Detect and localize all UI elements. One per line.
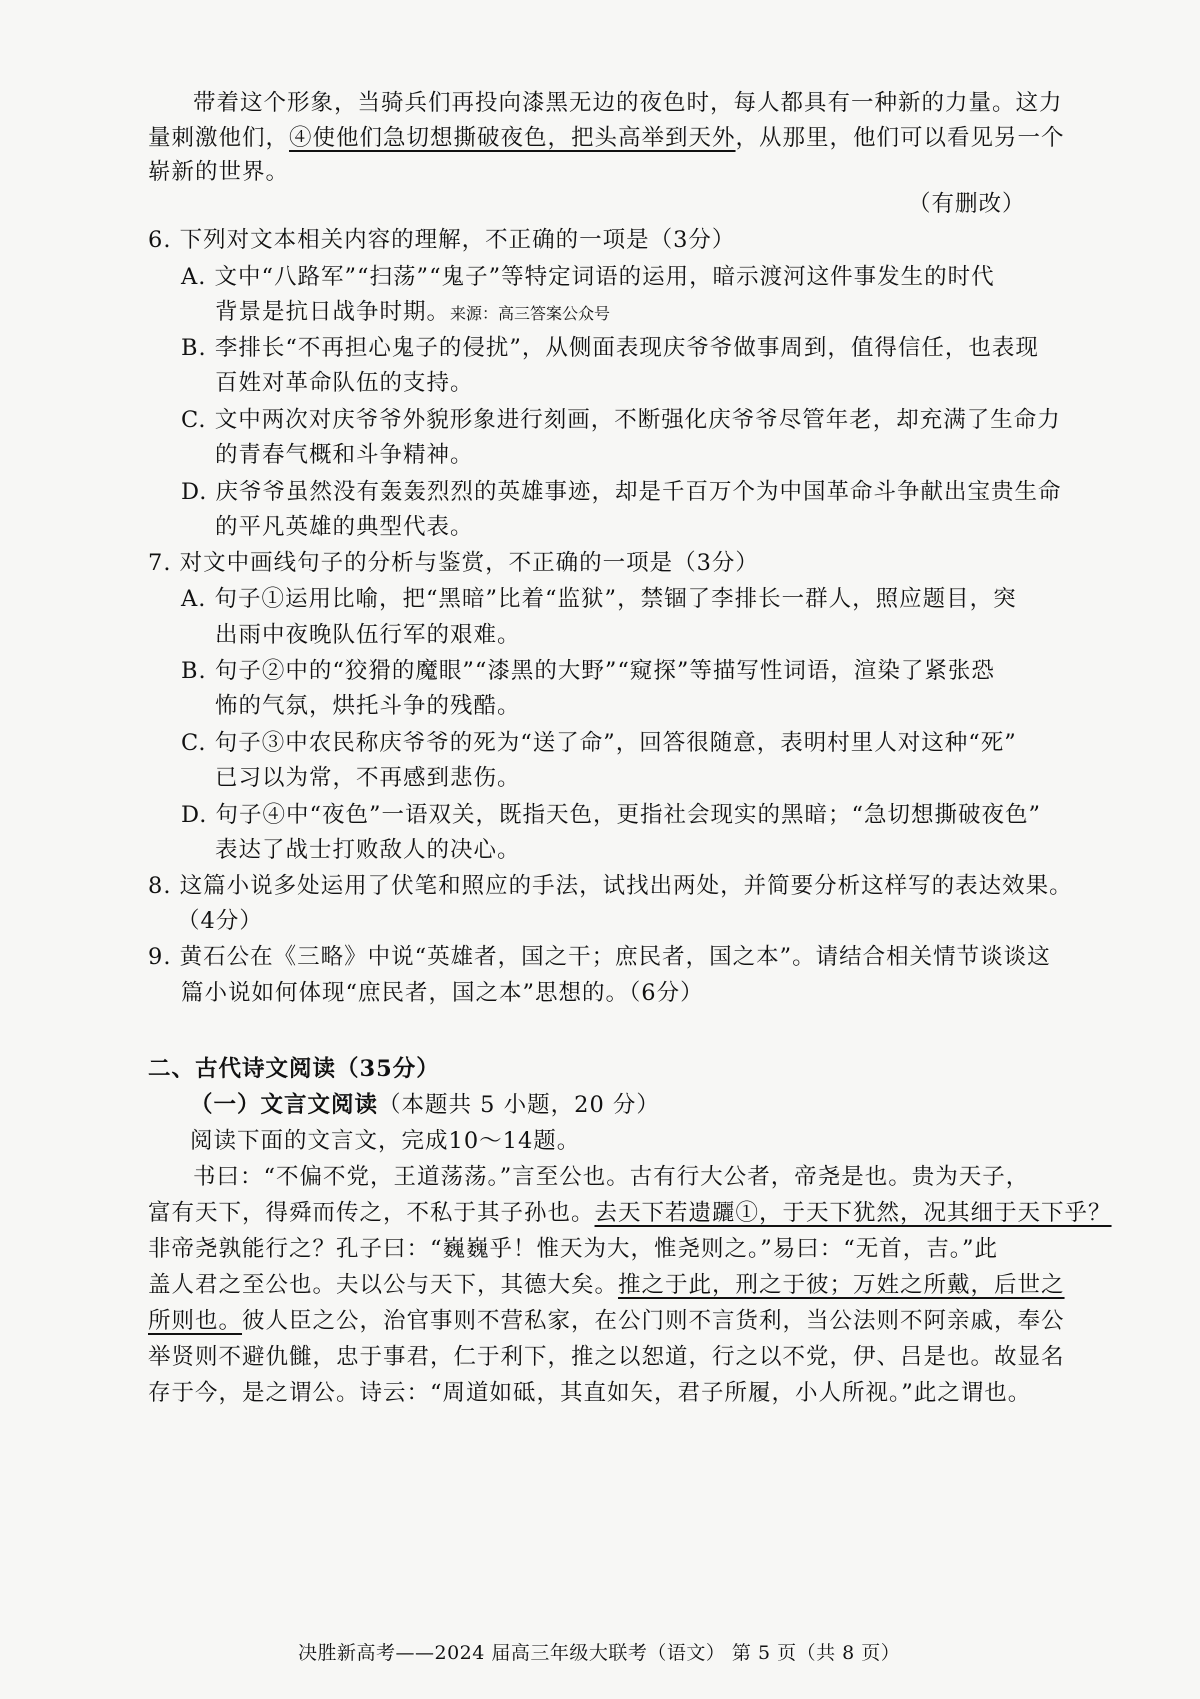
section-2-title: 二、古代诗文阅读（35分）: [148, 1056, 440, 1082]
q6-stem: 6. 下列对文本相关内容的理解，不正确的一项是（3分）: [148, 227, 736, 253]
q6-option-b-line-2: 百姓对革命队伍的支持。: [215, 370, 474, 396]
passage-line-3: 崭新的世界。: [148, 159, 290, 185]
q7-option-d-line-1: D. 句子④中“夜色”一语双关，既指天色，更指社会现实的黑暗；“急切想撕破夜色”: [181, 802, 1042, 828]
q7-option-a-line-2: 出雨中夜晚队伍行军的艰难。: [215, 622, 521, 648]
subsection-note: （本题共 5 小题，20 分）: [378, 1092, 660, 1118]
q6-option-b-line-1: B. 李排长“不再担心鬼子的侵扰”，从侧面表现庆爷爷做事周到，值得信任，也表现: [181, 335, 1039, 361]
q6-option-c-line-1: C. 文中两次对庆爷爷外貌形象进行刻画，不断强化庆爷爷尽管年老，却充满了生命力: [181, 407, 1061, 433]
q8-line-1: 8. 这篇小说多处运用了伏笔和照应的手法，试找出两处，并简要分析这样写的表达效果。: [148, 873, 1073, 899]
classical-line-2: [148, 1198, 1112, 1228]
q6-option-d-line-2: 的平凡英雄的典型代表。: [215, 514, 474, 540]
q6-option-a-text: 背景是抗日战争时期。: [215, 299, 451, 325]
underlined-sentence-a: 去天下若遗躧①，于天下犹然，况其细于天下乎？: [594, 1200, 1112, 1226]
underlined-sentence-b: 推之于此，刑之于彼；万姓之所戴，后世之: [618, 1272, 1065, 1298]
reading-instruction: 阅读下面的文言文，完成10～14题。: [190, 1128, 581, 1154]
source-watermark: 来源：高三答案公众号: [450, 304, 611, 323]
passage-line-2-start: 量刺激他们，: [148, 125, 290, 151]
classical-line-5: [148, 1306, 1065, 1336]
classical-line-5-end: 彼人臣之公，治官事则不营私家，在公门则不言货利，当公法则不阿亲戚，奉公: [242, 1308, 1065, 1334]
passage-line-2-end: ，从那里，他们可以看见另一个: [735, 125, 1065, 151]
q7-stem: 7. 对文中画线句子的分析与鉴赏，不正确的一项是（3分）: [148, 550, 759, 576]
q9-line-2: 篇小说如何体现“庶民者，国之本”思想的。（6分）: [181, 980, 704, 1006]
classical-line-1: 书曰：“不偏不党，王道荡荡。”言至公也。古有行大公者，帝尧是也。贵为天子，: [193, 1164, 1030, 1190]
classical-line-3: 非帝尧孰能行之？孔子曰：“巍巍乎！惟天为大，惟尧则之。”易曰：“无首，吉。”此: [148, 1236, 999, 1262]
passage-line-2: [148, 123, 1065, 153]
q6-option-a-line-1: A. 文中“八路军”“扫荡”“鬼子”等特定词语的运用，暗示渡河这件事发生的时代: [181, 264, 995, 290]
q7-option-b-line-1: B. 句子②中的“狡猾的魔眼”“漆黑的大野”“窥探”等描写性词语，渲染了紧张恐: [181, 658, 995, 684]
q7-option-c-line-2: 已习以为常，不再感到悲伤。: [215, 765, 521, 791]
q7-option-c-line-1: C. 句子③中农民称庆爷爷的死为“送了命”，回答很随意，表明村里人对这种“死”: [181, 730, 1017, 756]
classical-line-4-start: 盖人君之至公也。夫以公与天下，其德大矣。: [148, 1272, 619, 1298]
passage-line-1: 带着这个形象，当骑兵们再投向漆黑无边的夜色时，每人都具有一种新的力量。这力: [193, 90, 1063, 116]
q7-option-d-line-2: 表达了战士打败敌人的决心。: [215, 837, 521, 863]
classical-line-7: 存于今，是之谓公。诗云：“周道如砥，其直如矢，君子所履，小人所视。”此之谓也。: [148, 1380, 1032, 1406]
q6-option-d-line-1: D. 庆爷爷虽然没有轰轰烈烈的英雄事迹，却是千百万个为中国革命斗争献出宝贵生命: [181, 479, 1062, 505]
q6-option-c-line-2: 的青春气概和斗争精神。: [215, 442, 474, 468]
q9-line-1: 9. 黄石公在《三略》中说“英雄者，国之干；庶民者，国之本”。请结合相关情节谈谈这: [148, 944, 1051, 970]
classical-line-6: 举贤则不避仇雠，忠于事君，仁于利下，推之以恕道，行之以不党，伊、吕是也。故显名: [148, 1344, 1065, 1370]
underlined-sentence-4: ④使他们急切想撕破夜色，把头高举到天外: [289, 125, 736, 151]
classical-line-2-start: 富有天下，得舜而传之，不私于其子孙也。: [148, 1200, 595, 1226]
edited-note: （有删改）: [908, 191, 1026, 217]
subsection-title: （一）文言文阅读: [190, 1092, 379, 1118]
q6-option-a-line-2: [215, 297, 610, 329]
q8-line-2: （4分）: [177, 908, 263, 934]
underlined-sentence-b-end: 所则也。: [148, 1308, 243, 1334]
section-2-subtitle: [190, 1090, 660, 1120]
classical-line-4: [148, 1270, 1065, 1300]
q7-option-a-line-1: A. 句子①运用比喻，把“黑暗”比着“监狱”，禁锢了李排长一群人，照应题目，突: [181, 586, 1017, 612]
page-footer: 决胜新高考——2024 届高三年级大联考（语文） 第 5 页（共 8 页）: [298, 1642, 901, 1664]
q7-option-b-line-2: 怖的气氛，烘托斗争的残酷。: [215, 693, 521, 719]
